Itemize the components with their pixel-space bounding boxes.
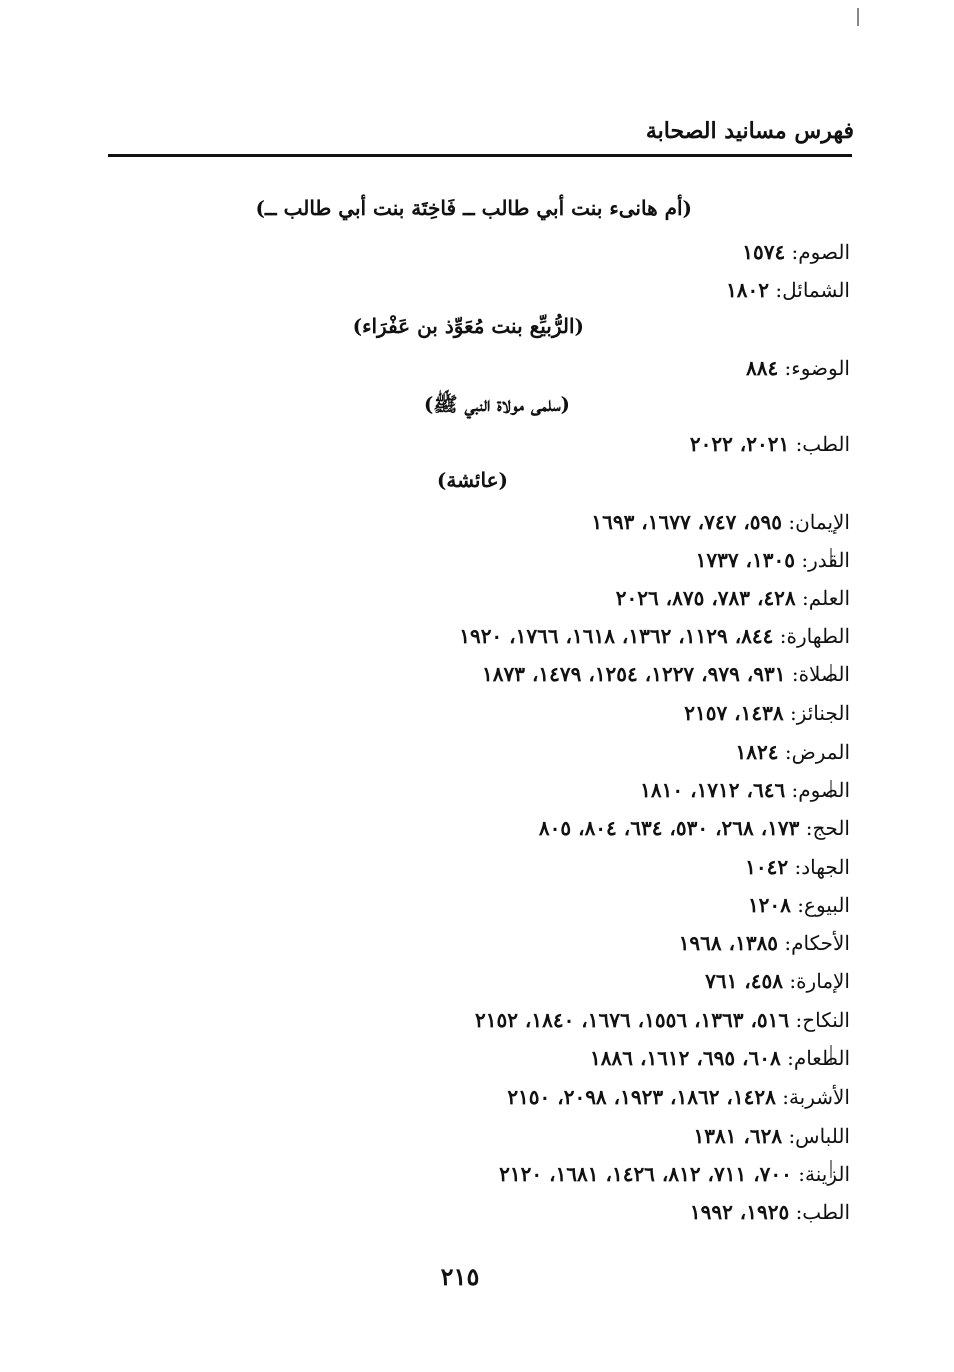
- entry-topic: الشمائل:: [775, 278, 850, 302]
- index-entry: [742, 240, 850, 264]
- entry-topic: الإيمان:: [788, 510, 850, 534]
- entry-refs: ٩٣١، ٩٧٩، ١٢٢٧، ١٢٥٤، ١٤٧٩، ١٨٧٣: [482, 662, 786, 686]
- entry-topic: الأشربة:: [782, 1085, 850, 1109]
- entry-topic: الجهاد:: [794, 855, 850, 879]
- entry-topic: الأحكام:: [784, 931, 850, 955]
- index-entry: [499, 1162, 850, 1186]
- index-entry: [684, 701, 850, 725]
- entry-refs: ٦٤٦، ١٧١٢، ١٨١٠: [640, 778, 786, 802]
- section-heading: (عائشة): [436, 468, 508, 492]
- entry-refs: ١٣٨٥، ١٩٦٨: [678, 931, 779, 955]
- index-entry: [507, 1085, 850, 1109]
- entry-topic: الحج:: [805, 816, 850, 840]
- index-entry: [475, 1008, 850, 1032]
- entry-refs: ١٩٢٥، ١٩٩٢: [689, 1200, 790, 1224]
- index-entry: [679, 931, 850, 955]
- entry-topic: الطعام:: [787, 1046, 850, 1070]
- entry-topic: الصلاة:: [791, 662, 850, 686]
- margin-mark: [857, 8, 859, 26]
- entry-topic: اللباس:: [788, 1124, 850, 1148]
- entry-topic: البيوع:: [797, 893, 850, 917]
- index-entry: [539, 816, 850, 840]
- entry-topic: القدر:: [801, 548, 850, 572]
- entry-refs: ٥١٦، ١٣٦٣، ١٥٥٦، ١٦٧٦، ١٨٤٠، ٢١٥٢: [474, 1008, 790, 1032]
- entry-refs: ١٥٧٤: [742, 240, 786, 264]
- index-entry: [736, 740, 851, 764]
- entry-topic: الطب:: [795, 432, 850, 456]
- index-entry: [459, 624, 850, 648]
- index-entry: [690, 432, 850, 456]
- index-entry: [591, 510, 850, 534]
- entry-refs: ٤٢٨، ٧٨٣، ٨٧٥، ٢٠٢٦: [615, 586, 796, 610]
- entry-refs: ٤٥٨، ٧٦١: [705, 969, 783, 993]
- index-entry: [746, 356, 850, 380]
- entry-refs: ٨٤٤، ١١٢٩، ١٣٦٢، ١٦١٨، ١٧٦٦، ١٩٢٠: [459, 624, 774, 648]
- entry-topic: العلم:: [802, 586, 850, 610]
- index-entry: [690, 1200, 850, 1224]
- page-number: ٢١٥: [440, 1262, 480, 1291]
- index-entry: [616, 586, 850, 610]
- entry-topic: الطهارة:: [779, 624, 850, 648]
- entry-topic: الإمارة:: [789, 969, 850, 993]
- entry-refs: ١٤٣٨، ٢١٥٧: [684, 701, 784, 725]
- index-entry: [693, 1124, 850, 1148]
- entry-topic: النكاح:: [795, 1008, 850, 1032]
- entry-refs: ٥٩٥، ٧٤٧، ١٦٧٧، ١٦٩٣: [591, 510, 783, 534]
- entry-refs: ٢٠٢١، ٢٠٢٢: [689, 432, 790, 456]
- section-heading: (سلمى مولاة النبي ﷺ): [423, 392, 570, 416]
- entry-refs: ١٧٣، ٢٦٨، ٥٣٠، ٦٣٤، ٨٠٤، ٨٠٥: [538, 816, 800, 840]
- index-entry: [640, 778, 850, 802]
- entry-refs: ١٨٠٢: [726, 278, 770, 302]
- index-entry: [705, 969, 850, 993]
- entry-topic: الصوم:: [791, 240, 850, 264]
- entry-topic: الجنائز:: [789, 701, 850, 725]
- entry-topic: الزينة:: [798, 1162, 850, 1186]
- index-entry: [696, 548, 850, 572]
- running-head: فهرس مسانيد الصحابة: [645, 118, 854, 144]
- entry-refs: ١٣٠٥، ١٧٣٧: [695, 548, 795, 572]
- section-heading: (أم هانىء بنت أبي طالب ــ فَاخِتَة بنت أبي طالب ــ): [255, 196, 692, 220]
- index-entry: [748, 893, 850, 917]
- entry-refs: ١٢٠٨: [747, 893, 791, 917]
- entry-refs: ١٠٤٢: [745, 855, 789, 879]
- entry-topic: الصوم:: [791, 778, 850, 802]
- index-entry: [726, 278, 850, 302]
- entry-topic: الوضوء:: [784, 356, 850, 380]
- entry-refs: ١٤٢٨، ١٨٦٢، ١٩٢٣، ٢٠٩٨، ٢١٥٠: [507, 1085, 776, 1109]
- entry-refs: ٧٠٠، ٧١١، ٨١٢، ١٤٢٦، ١٦٨١، ٢١٢٠: [499, 1162, 792, 1186]
- entry-topic: المرض:: [784, 740, 850, 764]
- entry-refs: ٦٢٨، ١٣٨١: [693, 1124, 783, 1148]
- section-heading: (الرُّبيِّع بنت مُعَوِّذ بن عَفْرَاء): [352, 314, 584, 338]
- entry-topic: الطب:: [795, 1200, 850, 1224]
- index-entry: [482, 662, 850, 686]
- entry-refs: ٨٨٤: [745, 356, 779, 380]
- entry-refs: ١٨٢٤: [735, 740, 779, 764]
- index-entry: [590, 1046, 850, 1070]
- index-entry: [745, 855, 850, 879]
- entry-refs: ٦٠٨، ٦٩٥، ١٦١٢، ١٨٨٦: [590, 1046, 781, 1070]
- header-rule: [108, 154, 852, 157]
